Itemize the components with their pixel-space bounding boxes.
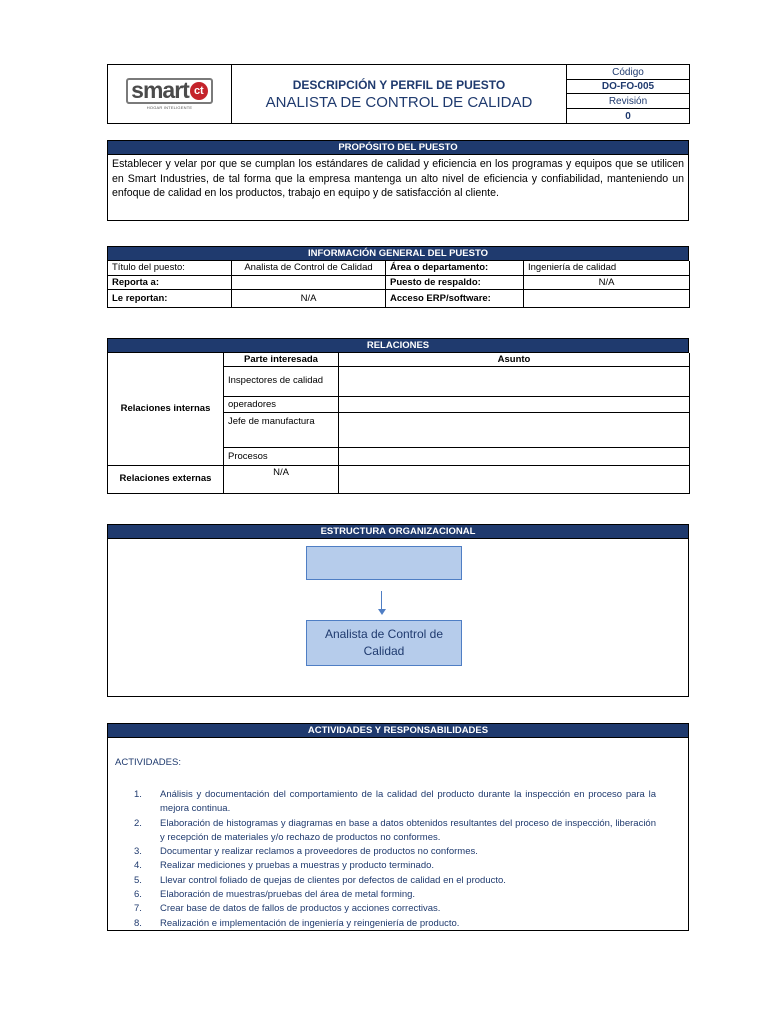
party-cell: N/A bbox=[224, 465, 339, 493]
table-row bbox=[108, 261, 690, 275]
relations-header: RELACIONES bbox=[107, 338, 689, 353]
org-connector-line bbox=[381, 591, 382, 611]
field-value: Ingeniería de calidad bbox=[524, 261, 690, 275]
activities-list bbox=[134, 788, 656, 931]
list-item: 7. Crear base de datos de fallos de productos y acciones correctivas. bbox=[134, 903, 441, 915]
list-item: 1. Análisis y documentación del comportamiento de la calidad del producto durante la inspección en proceso para la mejora continua. bbox=[134, 789, 656, 815]
field-label: Área o departamento: bbox=[386, 261, 524, 275]
activities-title: ACTIVIDADES: bbox=[115, 757, 181, 768]
field-label: Puesto de respaldo: bbox=[386, 275, 524, 289]
column-header-subject: Asunto bbox=[339, 353, 690, 366]
table-row bbox=[108, 465, 690, 493]
document-header bbox=[107, 64, 689, 123]
subject-cell bbox=[339, 366, 690, 396]
purpose-section bbox=[107, 140, 689, 221]
position-title: ANALISTA DE CONTROL DE CALIDAD bbox=[265, 93, 533, 111]
field-value: N/A bbox=[232, 289, 386, 307]
list-item: 6. Elaboración de muestras/pruebas del área de metal forming. bbox=[134, 889, 416, 901]
org-structure-header: ESTRUCTURA ORGANIZACIONAL bbox=[107, 524, 689, 539]
subject-cell bbox=[339, 412, 690, 447]
org-structure-section bbox=[107, 524, 689, 697]
party-cell: operadores bbox=[224, 396, 339, 412]
company-logo: smart ct bbox=[126, 78, 213, 104]
list-item: 8. Realización e implementación de ingeniería y reingeniería de producto. bbox=[134, 917, 460, 929]
logo-cell bbox=[108, 65, 232, 124]
document-type-title: DESCRIPCIÓN Y PERFIL DE PUESTO bbox=[292, 77, 506, 92]
logo-tagline: HOGAR INTELIGENTE bbox=[146, 105, 193, 110]
table-row bbox=[108, 275, 690, 289]
list-item: 4. Realizar mediciones y pruebas a muestras y producto terminado. bbox=[134, 860, 435, 872]
relations-section bbox=[107, 338, 689, 494]
org-chart bbox=[107, 539, 689, 697]
field-label: Título del puesto: bbox=[108, 261, 232, 275]
code-value: DO-FO-005 bbox=[567, 80, 690, 94]
revision-label: Revisión bbox=[567, 94, 690, 109]
general-info-header: INFORMACIÓN GENERAL DEL PUESTO bbox=[107, 246, 689, 261]
field-value bbox=[232, 275, 386, 289]
org-box-position: Analista de Control de Calidad bbox=[306, 620, 462, 666]
arrow-down-icon bbox=[378, 609, 386, 615]
activities-section bbox=[107, 723, 689, 931]
purpose-text: Establecer y velar por que se cumplan los estándares de calidad y eficiencia en los programas y equipos que se utilicen en Smart Industries, de tal forma que la empresa mantenga un alto nivel de eficiencia y confiabilidad, manteniendo un enfoque de calidad en los productos, trabajo en equipo y de satisfacción al cliente. bbox=[107, 155, 689, 221]
column-header-party: Parte interesada bbox=[224, 353, 339, 366]
internal-relations-label: Relaciones internas bbox=[108, 353, 224, 465]
table-row bbox=[108, 289, 690, 307]
org-box-supervisor bbox=[306, 546, 462, 580]
purpose-header: PROPÓSITO DEL PUESTO bbox=[107, 140, 689, 155]
code-label: Código bbox=[567, 65, 690, 80]
party-cell: Inspectores de calidad bbox=[224, 366, 339, 396]
field-value: Analista de Control de Calidad bbox=[232, 261, 386, 275]
field-label: Reporta a: bbox=[108, 275, 232, 289]
activities-body bbox=[107, 738, 689, 931]
title-cell bbox=[232, 65, 567, 124]
party-cell: Jefe de manufactura bbox=[224, 412, 339, 447]
list-item: 5. Llevar control foliado de quejas de clientes por defectos de calidad en el producto. bbox=[134, 874, 506, 886]
party-cell: Procesos bbox=[224, 447, 339, 465]
table-header-row bbox=[108, 353, 690, 366]
subject-cell bbox=[339, 465, 690, 493]
general-info-section bbox=[107, 246, 689, 308]
revision-value: 0 bbox=[567, 109, 690, 124]
external-relations-label: Relaciones externas bbox=[108, 465, 224, 493]
list-item: 2. Elaboración de histogramas y diagramas en base a datos obtenidos resultantes del proceso de inspección, liberación y recepción de materiales y/o rechazo de productos no conformes. bbox=[134, 817, 656, 843]
subject-cell bbox=[339, 447, 690, 465]
field-value bbox=[524, 289, 690, 307]
list-item: 3. Documentar y realizar reclamos a proveedores de productos no conformes. bbox=[134, 846, 478, 858]
field-value: N/A bbox=[524, 275, 690, 289]
subject-cell bbox=[339, 396, 690, 412]
field-label: Acceso ERP/software: bbox=[386, 289, 524, 307]
activities-header: ACTIVIDADES Y RESPONSABILIDADES bbox=[107, 723, 689, 738]
field-label: Le reportan: bbox=[108, 289, 232, 307]
